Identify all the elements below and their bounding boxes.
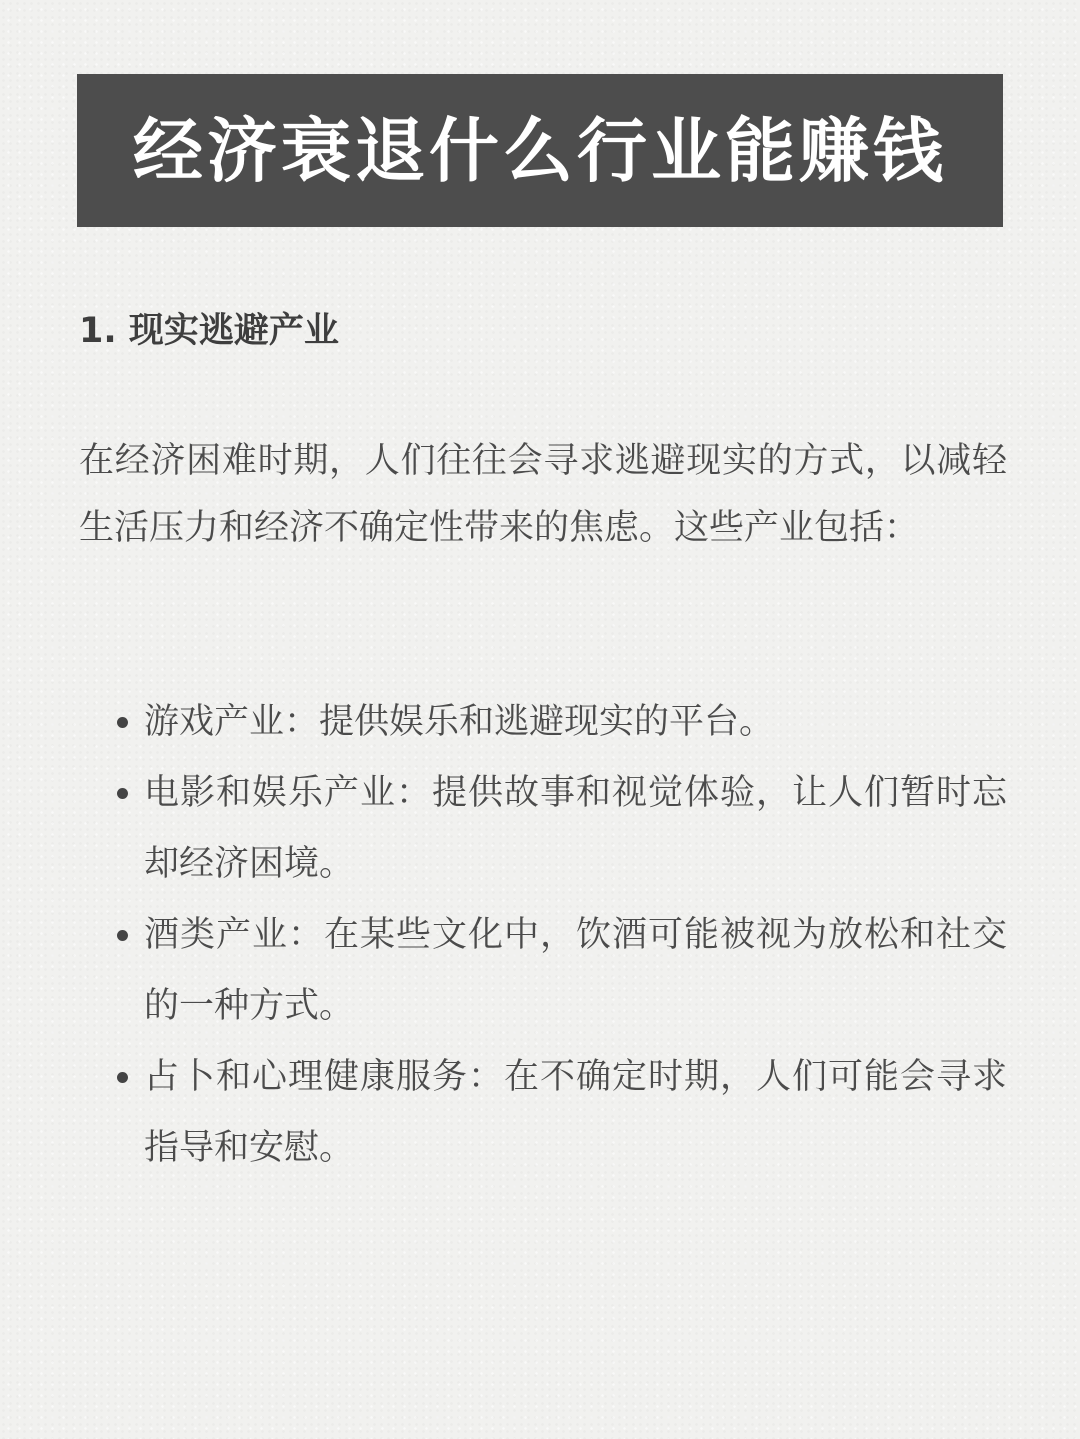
bullet-icon [117, 788, 128, 799]
bullet-icon [117, 717, 128, 728]
list-item [79, 758, 1007, 900]
list-item [79, 1042, 1007, 1184]
bullet-icon [117, 1072, 128, 1083]
list-item-text: 游戏产业：提供娱乐和逃避现实的平台。 [144, 702, 775, 742]
list-item [79, 687, 1007, 758]
section-heading: 1. 现实逃避产业 [79, 311, 339, 351]
list-item-text: 电影和娱乐产业：提供故事和视觉体验，让人们暂时忘却经济困境。 [144, 773, 1007, 884]
list-item-text: 酒类产业：在某些文化中，饮酒可能被视为放松和社交的一种方式。 [144, 915, 1007, 1026]
list-item [79, 900, 1007, 1042]
list-item-text: 占卜和心理健康服务：在不确定时期，人们可能会寻求指导和安慰。 [144, 1057, 1007, 1168]
bullet-icon [117, 930, 128, 941]
intro-paragraph: 在经济困难时期，人们往往会寻求逃避现实的方式，以减轻生活压力和经济不确定性带来的焦虑。这些产业包括： [79, 441, 1007, 548]
title-banner [77, 74, 1003, 227]
page-title: 经济衰退什么行业能赚钱 [133, 109, 947, 192]
industry-list [79, 687, 1007, 1184]
